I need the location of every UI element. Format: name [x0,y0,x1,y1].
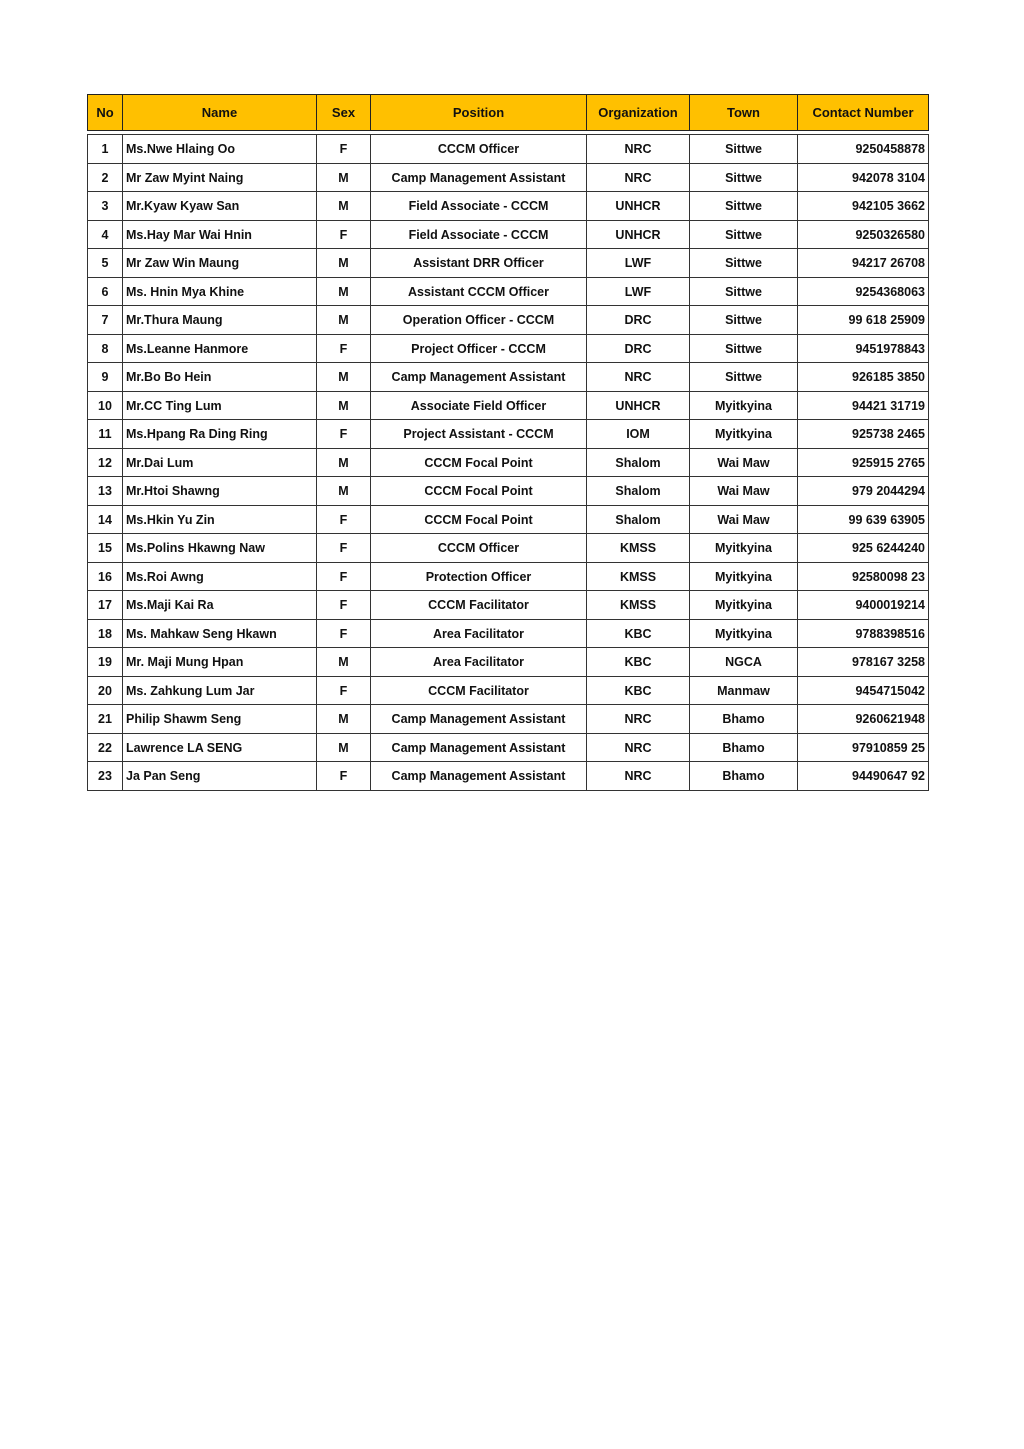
cell-position: CCCM Focal Point [371,477,587,506]
cell-town: Myitkyina [690,591,798,620]
cell-no: 7 [88,306,123,335]
cell-position: CCCM Focal Point [371,448,587,477]
table-row [88,135,929,164]
cell-contact-number: 9250458878 [798,135,929,164]
contact-sheet [87,94,928,791]
cell-name: Mr.Htoi Shawng [123,477,317,506]
cell-position: Assistant DRR Officer [371,249,587,278]
cell-no: 20 [88,676,123,705]
cell-sex: F [317,334,371,363]
cell-name: Mr.Dai Lum [123,448,317,477]
cell-sex: M [317,249,371,278]
cell-position: Field Associate - CCCM [371,192,587,221]
cell-position: CCCM Facilitator [371,591,587,620]
cell-town: Myitkyina [690,534,798,563]
cell-organization: KBC [587,676,690,705]
cell-town: Sittwe [690,277,798,306]
cell-name: Ms.Hpang Ra Ding Ring [123,420,317,449]
cell-position: CCCM Facilitator [371,676,587,705]
table-row [88,705,929,734]
cell-position: Project Officer - CCCM [371,334,587,363]
cell-contact-number: 926185 3850 [798,363,929,392]
table-row [88,619,929,648]
cell-position: Camp Management Assistant [371,705,587,734]
cell-no: 4 [88,220,123,249]
cell-name: Mr.Thura Maung [123,306,317,335]
cell-organization: UNHCR [587,220,690,249]
cell-contact-number: 942078 3104 [798,163,929,192]
cell-position: Camp Management Assistant [371,733,587,762]
cell-name: Ms. Zahkung Lum Jar [123,676,317,705]
table-row [88,676,929,705]
cell-name: Ms.Polins Hkawng Naw [123,534,317,563]
cell-sex: M [317,163,371,192]
header-organization: Organization [587,95,690,131]
table-body [88,135,929,791]
cell-name: Mr.Kyaw Kyaw San [123,192,317,221]
table-row [88,448,929,477]
cell-no: 11 [88,420,123,449]
cell-organization: KBC [587,648,690,677]
cell-contact-number: 9451978843 [798,334,929,363]
table-row [88,163,929,192]
cell-position: Camp Management Assistant [371,762,587,791]
cell-sex: M [317,391,371,420]
cell-organization: UNHCR [587,192,690,221]
cell-town: Myitkyina [690,562,798,591]
cell-position: Camp Management Assistant [371,163,587,192]
table-row [88,306,929,335]
header-town: Town [690,95,798,131]
cell-town: Wai Maw [690,477,798,506]
cell-sex: M [317,733,371,762]
cell-name: Ms. Hnin Mya Khine [123,277,317,306]
cell-town: Myitkyina [690,420,798,449]
cell-organization: LWF [587,277,690,306]
table-row [88,220,929,249]
cell-sex: F [317,619,371,648]
table-row [88,762,929,791]
cell-name: Ms.Leanne Hanmore [123,334,317,363]
cell-name: Mr.Bo Bo Hein [123,363,317,392]
cell-organization: KMSS [587,562,690,591]
cell-contact-number: 9788398516 [798,619,929,648]
cell-no: 14 [88,505,123,534]
cell-town: Sittwe [690,220,798,249]
cell-position: CCCM Officer [371,135,587,164]
cell-no: 13 [88,477,123,506]
cell-name: Mr Zaw Myint Naing [123,163,317,192]
cell-town: Wai Maw [690,505,798,534]
cell-sex: F [317,220,371,249]
cell-town: Sittwe [690,249,798,278]
cell-organization: NRC [587,733,690,762]
cell-organization: Shalom [587,505,690,534]
cell-town: Sittwe [690,135,798,164]
table-row [88,420,929,449]
cell-no: 2 [88,163,123,192]
cell-no: 5 [88,249,123,278]
table-row [88,277,929,306]
cell-position: Field Associate - CCCM [371,220,587,249]
header-name: Name [123,95,317,131]
cell-name: Ms.Hkin Yu Zin [123,505,317,534]
cell-contact-number: 979 2044294 [798,477,929,506]
table-row [88,477,929,506]
cell-contact-number: 9454715042 [798,676,929,705]
cell-contact-number: 92580098 23 [798,562,929,591]
cell-no: 23 [88,762,123,791]
cell-name: Ms.Nwe Hlaing Oo [123,135,317,164]
cell-name: Philip Shawm Seng [123,705,317,734]
cell-position: Assistant CCCM Officer [371,277,587,306]
cell-town: Bhamo [690,705,798,734]
cell-contact-number: 925738 2465 [798,420,929,449]
cell-town: Manmaw [690,676,798,705]
cell-contact-number: 94421 31719 [798,391,929,420]
cell-contact-number: 978167 3258 [798,648,929,677]
cell-town: Sittwe [690,192,798,221]
table-row [88,391,929,420]
table-row [88,334,929,363]
cell-sex: F [317,562,371,591]
cell-contact-number: 94217 26708 [798,249,929,278]
cell-no: 8 [88,334,123,363]
cell-organization: NRC [587,705,690,734]
table-row [88,648,929,677]
cell-sex: F [317,505,371,534]
cell-organization: LWF [587,249,690,278]
cell-no: 18 [88,619,123,648]
cell-position: Camp Management Assistant [371,363,587,392]
cell-position: Operation Officer - CCCM [371,306,587,335]
table-row [88,562,929,591]
cell-position: Protection Officer [371,562,587,591]
cell-organization: NRC [587,135,690,164]
cell-name: Mr.CC Ting Lum [123,391,317,420]
cell-contact-number: 9250326580 [798,220,929,249]
cell-contact-number: 942105 3662 [798,192,929,221]
cell-contact-number: 925 6244240 [798,534,929,563]
cell-contact-number: 99 618 25909 [798,306,929,335]
cell-organization: Shalom [587,448,690,477]
cell-sex: M [317,192,371,221]
header-row [88,95,929,131]
cell-organization: DRC [587,306,690,335]
table-row [88,249,929,278]
cell-sex: M [317,477,371,506]
cell-no: 16 [88,562,123,591]
table-row [88,534,929,563]
cell-town: Sittwe [690,363,798,392]
cell-sex: F [317,420,371,449]
cell-name: Ms.Maji Kai Ra [123,591,317,620]
cell-organization: KMSS [587,591,690,620]
cell-no: 6 [88,277,123,306]
cell-no: 10 [88,391,123,420]
cell-no: 22 [88,733,123,762]
cell-contact-number: 99 639 63905 [798,505,929,534]
cell-organization: IOM [587,420,690,449]
cell-town: NGCA [690,648,798,677]
cell-sex: M [317,705,371,734]
cell-organization: NRC [587,762,690,791]
header-sex: Sex [317,95,371,131]
cell-contact-number: 94490647 92 [798,762,929,791]
cell-position: CCCM Focal Point [371,505,587,534]
cell-sex: F [317,762,371,791]
cell-no: 12 [88,448,123,477]
cell-no: 17 [88,591,123,620]
cell-contact-number: 9254368063 [798,277,929,306]
cell-no: 1 [88,135,123,164]
cell-organization: UNHCR [587,391,690,420]
cell-sex: F [317,534,371,563]
cell-sex: M [317,306,371,335]
cell-town: Sittwe [690,334,798,363]
header-contact-number: Contact Number [798,95,929,131]
cell-organization: NRC [587,363,690,392]
header-no: No [88,95,123,131]
cell-contact-number: 9400019214 [798,591,929,620]
cell-sex: F [317,591,371,620]
cell-organization: NRC [587,163,690,192]
table-row [88,192,929,221]
cell-no: 19 [88,648,123,677]
cell-town: Bhamo [690,762,798,791]
cell-sex: M [317,363,371,392]
table-row [88,591,929,620]
cell-name: Ms.Roi Awng [123,562,317,591]
cell-town: Wai Maw [690,448,798,477]
table-row [88,733,929,762]
cell-no: 15 [88,534,123,563]
cell-sex: M [317,277,371,306]
cell-organization: DRC [587,334,690,363]
cell-town: Myitkyina [690,619,798,648]
cell-name: Mr Zaw Win Maung [123,249,317,278]
cell-no: 3 [88,192,123,221]
cell-organization: Shalom [587,477,690,506]
header-position: Position [371,95,587,131]
cell-name: Lawrence LA SENG [123,733,317,762]
cell-organization: KBC [587,619,690,648]
cell-sex: F [317,135,371,164]
cell-town: Bhamo [690,733,798,762]
cell-town: Myitkyina [690,391,798,420]
table-row [88,505,929,534]
cell-organization: KMSS [587,534,690,563]
contact-table [87,94,929,791]
cell-position: CCCM Officer [371,534,587,563]
cell-town: Sittwe [690,163,798,192]
cell-sex: M [317,648,371,677]
cell-position: Area Facilitator [371,648,587,677]
cell-town: Sittwe [690,306,798,335]
cell-contact-number: 925915 2765 [798,448,929,477]
cell-name: Ms.Hay Mar Wai Hnin [123,220,317,249]
cell-sex: M [317,448,371,477]
cell-position: Area Facilitator [371,619,587,648]
table-row [88,363,929,392]
cell-contact-number: 97910859 25 [798,733,929,762]
cell-position: Associate Field Officer [371,391,587,420]
cell-contact-number: 9260621948 [798,705,929,734]
cell-name: Ms. Mahkaw Seng Hkawn [123,619,317,648]
cell-name: Ja Pan Seng [123,762,317,791]
cell-position: Project Assistant - CCCM [371,420,587,449]
cell-sex: F [317,676,371,705]
cell-no: 9 [88,363,123,392]
cell-name: Mr. Maji Mung Hpan [123,648,317,677]
cell-no: 21 [88,705,123,734]
